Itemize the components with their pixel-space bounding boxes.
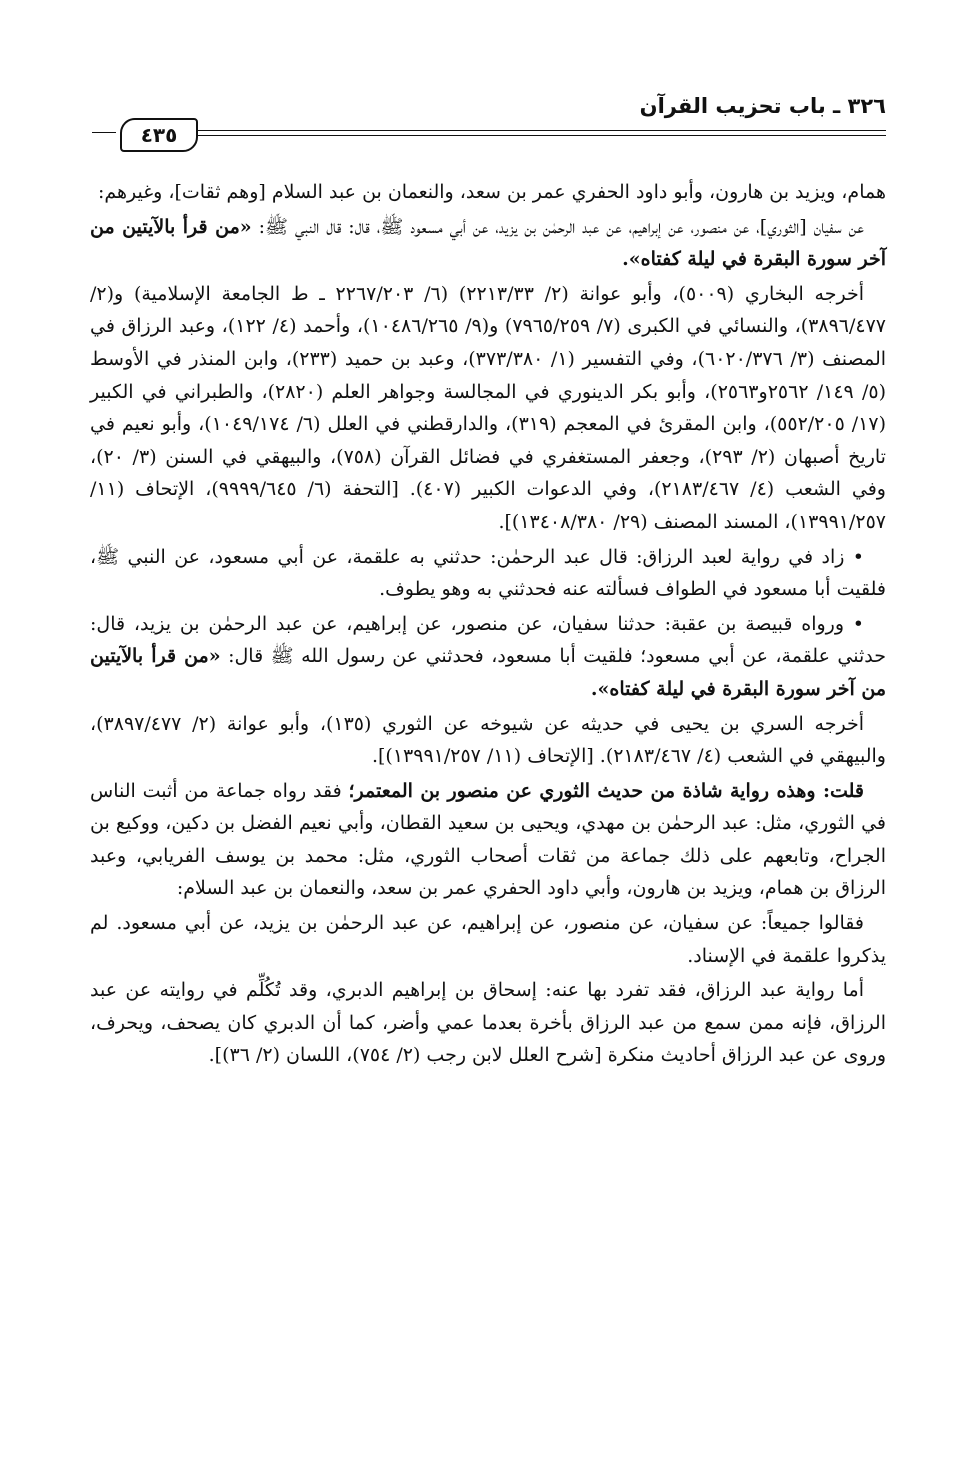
paragraph-text: فقد رواه جماعة من أثبت الناس في الثوري، مثل: عبد الرحمٰن بن مهدي، ويحيى بن سعيد القطان، وأبي نعيم الفضل بن دكين، ووكيع بن الجراح، وتابعهم على ذلك جماعة من ثقات أصحاب الثوري، مثل: محمد بن يوسف الفريابي، وعبد الرزاق بن همام، ويزيد بن هارون، وأبي داود الحفري عمر بن سعد، والنعمان بن عبد السلام: [90, 779, 886, 900]
paragraph [90, 211, 886, 276]
chapter-title: ٣٢٦ ـ باب تحزيب القرآن [639, 94, 886, 118]
paragraph-text: عن سفيان [الثوري]، عن منصور، عن إبراهيم، عن عبد الرحمٰن بن يزيد، عن أبي مسعود ﷺ، قال: قال النبي ﷺ: [251, 215, 865, 238]
paragraph [90, 608, 886, 706]
paragraph-text: أما رواية عبد الرزاق، فقد تفرد بها عنه: إسحاق بن إبراهيم الدبري، وقد تُكُلِّم في روايته عن عبد الرزاق، فإنه ممن سمع من عبد الرزاق بأخرة بعدما عمي وأضر، كما أن الدبري كان يصحف، ويحرف، وروى عن عبد الرزاق أحاديث منكرة [شرح العلل لابن رجب (٢/ ٧٥٤)، اللسان (٢/ ٣٦)]. [90, 979, 886, 1067]
paragraph [90, 278, 886, 539]
paragraph [90, 708, 886, 773]
page-header [90, 88, 886, 154]
paragraph-text: أخرجه السري بن يحيى في حديثه عن شيوخه عن الثوري (١٣٥)، وأبو عوانة (٢/ ٣٨٩٧/٤٧٧)، والبيهقي في الشعب (٤/ ٢١٨٣/٤٦٧). [الإتحاف (١١/ ١٣٩٩١/٢٥٧)]. [90, 712, 886, 768]
header-rule-top [194, 130, 886, 131]
page-number-badge [120, 118, 198, 152]
page-body [90, 176, 886, 1074]
hadith-text: «من قرأ بالآيتين من آخر سورة البقرة في ليلة كفتاه». [90, 215, 886, 271]
paragraph [90, 541, 886, 606]
paragraph [90, 176, 886, 209]
hadith-text: «من قرأ بالآيتين من آخر سورة البقرة في ليلة كفتاه». [90, 645, 886, 700]
paragraph [90, 775, 886, 905]
paragraph-text: • ورواه قبيصة بن عقبة: حدثنا سفيان، عن منصور، عن إبراهيم، عن عبد الرحمٰن بن يزيد، قال: حدثني علقمة، عن أبي مسعود؛ فلقيت أبا مسعود، فحدثني عن رسول الله ﷺ قال: [90, 612, 886, 668]
paragraph-text: أخرجه البخاري (٥٠٠٩)، وأبو عوانة (٢/ ٢٢١٣/٣٣) (٦/ ٢٢٦٧/٢٠٣ ـ ط الجامعة الإسلامية) و(٢/ ٣٨٩٦/٤٧٧)، والنسائي في الكبرى (٧/ ٧٩٦٥/٢٥٩) و(٩/ ١٠٤٨٦/٢٦٥)، وأحمد (٤/ ١٢٢)، وعبد الرزاق في المصنف (٣/ ٦٠٢٠/٣٧٦)، وفي التفسير (١/ ٣٧٣/٣٨٠)، وعبد بن حميد (٢٣٣)، وابن المنذر في الأوسط (٥/ ١٤٩/ ٢٥٦٢و٢٥٦٣)، وأبو بكر الدينوري في المجالسة وجواهر العلم (٢٨٢٠)، والطبراني في الكبير (١٧/ ٥٥٢/٢٠٥)، وابن المقرئ في المعجم (٣١٩)، والدارقطني في العلل (٦/ ١٠٤٩/١٧٤)، وأبو نعيم في تاريخ أصبهان (٢/ ٢٩٣)، وجعفر المستغفري في فضائل القرآن (٧٥٨)، والبيهقي في السنن (٣/ ٢٠)، وفي الشعب (٤/ ٢١٨٣/٤٦٧)، وفي الدعوات الكبير (٤٠٧). [التحفة (٦/ ٩٩٩٩/٦٤٥)، الإتحاف (١١/ ١٣٩٩١/٢٥٧)، المسند المصنف (٢٩/ ١٣٤٠٨/٣٨٠)]. [90, 282, 887, 533]
paragraph [90, 974, 886, 1072]
author-note: قلت: وهذه رواية شاذة من حديث الثوري عن منصور بن المعتمر؛ [348, 779, 864, 802]
header-rule-bottom [194, 135, 886, 136]
page-number: ٤٣٥ [140, 123, 178, 147]
paragraph-text: • زاد في رواية لعبد الرزاق: قال عبد الرحمٰن: حدثني به علقمة، عن أبي مسعود، عن النبي ﷺ، فلقيت أبا مسعود في الطواف فسألته عنه فحدثني به وهو يطوف. [90, 545, 886, 601]
paragraph-text: فقالوا جميعاً: عن سفيان، عن منصور، عن إبراهيم، عن عبد الرحمٰن بن يزيد، عن أبي مسعود. لم يذكروا علقمة في الإسناد. [90, 912, 886, 967]
paragraph-text: همام، ويزيد بن هارون، وأبو داود الحفري عمر بن سعد، والنعمان بن عبد السلام [وهم ثقات]، وغيرهم: [97, 181, 886, 203]
paragraph [90, 907, 886, 972]
header-rule-dash [92, 132, 116, 133]
